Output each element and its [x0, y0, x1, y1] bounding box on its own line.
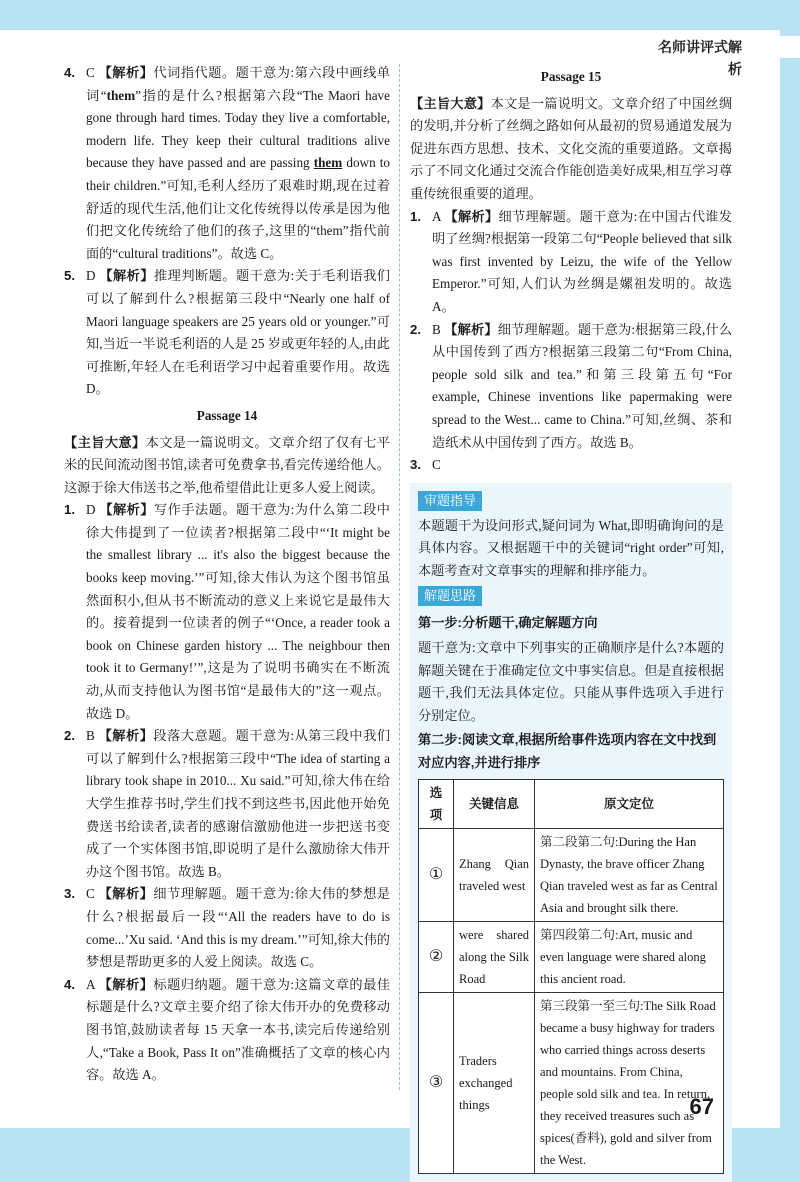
- approach-label: 解题思路: [418, 586, 482, 606]
- item-number: 4.: [64, 976, 75, 992]
- source-cell: 第二段第二句:During the Han Dynasty, the brave officer Zhang Qian traveled west as far as Central Asia and brought silk there.: [535, 828, 724, 921]
- source-cell: 第三段第一至三句:The Silk Road became a busy highway for traders who carried things across deserts and mountains. From China, people sold silk and tea. In return, they received treasures such as spices(香料), gold and silver from the West.: [535, 992, 724, 1173]
- passage-title: Passage 15: [540, 69, 602, 84]
- table-row: [419, 828, 724, 921]
- item-number: 2.: [64, 728, 75, 744]
- answer-letter: A: [86, 976, 95, 992]
- item-number: 1.: [64, 502, 75, 518]
- main-idea: [64, 432, 390, 500]
- answer-item: [64, 725, 390, 883]
- analysis-box: [410, 483, 732, 1182]
- analysis-text: 写作手法题。题干意为:为什么第二段中徐大伟提到了一位读者?根据第二段中“‘It might be the smallest library ... it's also the biggest because the books keep moving.’”可知,徐大伟认为这个图书馆虽然面积小,但从书不断流动的意义上来说它是最伟大的。接着提到一位读者的例子“‘Once, a reader took a book on Chinese garden history ... The neighbour then took it to Germany!’”,这是为了说明书确实在不断流动,从而支持他认为图书馆“是最伟大的”这一观点。故选 D。: [86, 502, 390, 721]
- answer-item: [64, 499, 390, 725]
- top-bar: [0, 0, 800, 30]
- item-number: 3.: [64, 886, 75, 902]
- guide-text: 本题题干为设问形式,疑问词为 What,即明确询问的是具体内容。又根据题干中的关键词“right order”可知,本题考查对文章事实的理解和排序能力。: [418, 517, 724, 578]
- main-idea: [410, 93, 732, 206]
- page-number: 67: [689, 1094, 714, 1119]
- item-number: 4.: [64, 65, 75, 80]
- analysis-tag: 【解析】: [98, 886, 154, 902]
- answer-item: [410, 454, 732, 477]
- analysis-text: 标题归纳题。题干意为:这篇文章的最佳标题是什么?文章主要介绍了徐大伟开办的免费移动图书馆,鼓励读者每 15 天拿一本书,读完后传递给别人,“Take a Book, Pass It on”准确概括了文章的核心内容。故选 A。: [86, 976, 391, 1083]
- underlined-word: them: [313, 155, 343, 171]
- header-source: 原文定位: [535, 779, 724, 828]
- main-idea-tag: 【主旨大意】: [64, 434, 146, 450]
- option-cell: ②: [419, 921, 454, 992]
- item-number: 5.: [64, 268, 75, 284]
- answer-item: [410, 206, 732, 319]
- answer-letter: A: [432, 208, 441, 224]
- analysis-tag: 【解析】: [444, 321, 498, 337]
- key-cell: were shared along the Silk Road: [454, 921, 535, 992]
- answer-item: [64, 62, 390, 265]
- answer-item: [64, 974, 390, 1087]
- guide-label: 审题指导: [418, 491, 482, 511]
- highlight-word: them: [106, 87, 136, 103]
- analysis-text: 代词指代题。题干意为:第六段中画线单词“: [86, 65, 391, 103]
- answer-letter: C: [432, 457, 441, 473]
- analysis-text: 细节理解题。题干意为:在中国古代谁发明了丝绸?根据第一段第二句“People believed that silk was first invented by Leizu, the wife of the Yellow Emperor.”可知,人们认为丝绸是嫘祖发明的。故选 A。: [432, 208, 733, 314]
- analysis-tag: 【解析】: [99, 268, 154, 284]
- table-row: [419, 992, 724, 1173]
- answer-item: [64, 265, 390, 401]
- passage-title: Passage 14: [196, 407, 258, 423]
- table-header-row: [419, 779, 724, 828]
- answer-item: [64, 883, 390, 973]
- left-column: [64, 62, 390, 1087]
- key-cell: Traders exchanged things: [454, 992, 535, 1173]
- key-cell: Zhang Qian traveled west: [454, 828, 535, 921]
- main-idea-tag: 【主旨大意】: [410, 95, 491, 111]
- side-stripe: [780, 58, 800, 1128]
- right-column: [410, 62, 732, 1182]
- header-option: 选项: [419, 779, 454, 828]
- page-header: 名师讲评式解析: [650, 36, 800, 58]
- column-divider: [399, 64, 400, 1090]
- analysis-text: ”指的是什么?根据第六段“The Maori have gone through hard times. Today they live a comfortable, modern life. They keep their cultural traditions alive because they have passed and are passing: [86, 87, 390, 171]
- fact-table: [418, 779, 724, 1174]
- table-row: [419, 921, 724, 992]
- source-cell: 第四段第二句:Art, music and even language were shared along this ancient road.: [535, 921, 724, 992]
- analysis-tag: 【解析】: [444, 208, 499, 224]
- analysis-text: 推理判断题。题干意为:关于毛利语我们可以了解到什么?根据第三段中“Nearly one half of Maori language speakers are 25 years old or younger.”可知,当近一半说毛利语的人是 25 岁或更年轻的人,由此可推断,年轻人在毛利语学习中起着重要作用。故选 D。: [86, 268, 390, 397]
- option-cell: ③: [419, 992, 454, 1173]
- analysis-text: 细节理解题。题干意为:根据第三段,什么从中国传到了西方?根据第三段第二句“From China, people sold silk and tea.”和第三段第五句“For example, Chinese inventions like papermaking were spread to the West... came to China.”可知,丝绸、茶和造纸术从中国传到了西方。故选 B。: [432, 321, 733, 450]
- answer-letter: B: [86, 728, 95, 744]
- analysis-tag: 【解析】: [98, 728, 154, 744]
- answer-letter: C: [86, 886, 95, 902]
- main-idea-text: 本文是一篇说明文。文章介绍了中国丝绸的发明,并分析了丝绸之路如何从最初的贸易通道发展为促进东西方思想、技术、文化交流的重要道路。文章揭示了不同文化通过交流合作能创造美好成果,相互学习尊重传统很重要的道理。: [410, 95, 733, 201]
- analysis-text: down to their children.”可知,毛利人经历了艰难时期,现在过着舒适的现代生活,他们让文化传统得以传承是因为他们把文化传统给了他们的孩子,这里的“them”指代前面的“cultural traditions”。故选 C。: [86, 155, 390, 261]
- analysis-tag: 【解析】: [99, 502, 154, 518]
- step-two-heading: 第二步:阅读文章,根据所给事件选项内容在文中找到对应内容,并进行排序: [418, 732, 717, 771]
- header-key-info: 关键信息: [454, 779, 535, 828]
- answer-letter: D: [86, 502, 96, 518]
- step-one-heading: 第一步:分析题干,确定解题方向: [418, 615, 598, 631]
- main-idea-text: 本文是一篇说明文。文章介绍了仅有七平米的民间流动图书馆,读者可免费拿书,看完传递给他人。这源于徐大伟送书之举,他希望借此让更多人爱上阅读。: [64, 434, 391, 495]
- item-number: 3.: [410, 457, 421, 473]
- item-number: 2.: [410, 321, 421, 337]
- option-cell: ①: [419, 828, 454, 921]
- answer-letter: D: [86, 268, 96, 284]
- answer-item: [410, 319, 732, 455]
- step-one-text: 题干意为:文章中下列事实的正确顺序是什么?本题的解题关键在于准确定位文中事实信息。但是直接根据题干,我们无法具体定位。只能从事件选项入手进行分别定位。: [418, 640, 724, 723]
- analysis-text: 细节理解题。题干意为:徐大伟的梦想是什么?根据最后一段“‘All the readers have to do is come...’Xu said. ‘And this is my dream.’”可知,徐大伟的梦想是帮助更多的人爱上阅读。故选 C。: [86, 886, 391, 970]
- item-number: 1.: [410, 208, 421, 224]
- answer-letter: B: [432, 321, 441, 337]
- answer-letter: C: [86, 65, 95, 80]
- analysis-tag: 【解析】: [98, 65, 154, 80]
- analysis-text: 段落大意题。题干意为:从第三段中我们可以了解到什么?根据第三段中“The idea of starting a library took shape in 2010... Xu said.”可知,徐大伟在给大学生推荐书时,学生们找不到这些书,因此他开始免费送书给读者,读者的感谢信激励他进一步把送书变成了一个实体图书馆,即说明了是什么激励徐大伟开办这个图书馆。故选 B。: [86, 728, 391, 879]
- analysis-tag: 【解析】: [98, 976, 154, 992]
